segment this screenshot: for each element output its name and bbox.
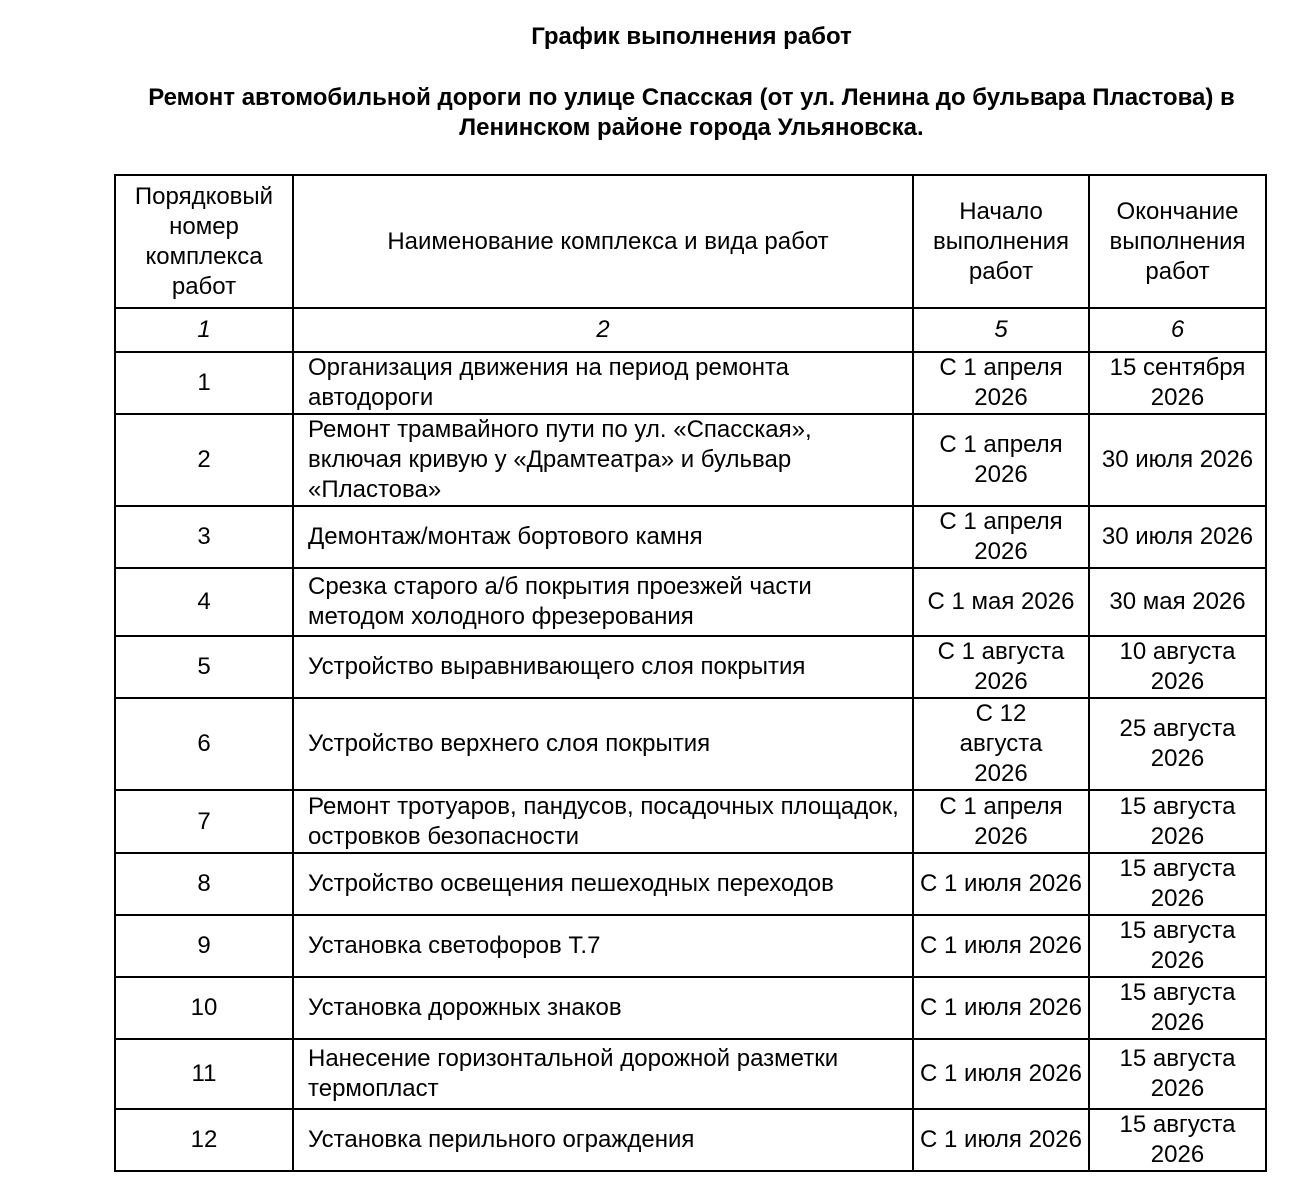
row-work-name: Установка дорожных знаков [293,977,913,1039]
row-work-name: Организация движения на период ремонта автодороги [293,352,913,414]
row-start-date: С 1 июля 2026 [913,1039,1089,1109]
row-start-date: С 1 апреля 2026 [913,506,1089,568]
row-end-date: 30 мая 2026 [1089,568,1266,636]
row-end-date: 30 июля 2026 [1089,414,1266,506]
row-work-name: Установка перильного ограждения [293,1109,913,1171]
table-row [115,636,1266,698]
row-end-date: 15 сентября 2026 [1089,352,1266,414]
row-start-date: С 12 августа 2026 [913,698,1089,790]
row-work-name: Демонтаж/монтаж бортового камня [293,506,913,568]
column-index-start: 5 [913,308,1089,352]
row-start-date: С 1 июля 2026 [913,915,1089,977]
row-end-date: 15 августа 2026 [1089,790,1266,853]
column-index-end: 6 [1089,308,1266,352]
row-end-date: 15 августа 2026 [1089,977,1266,1039]
header-end: Окончание выполнения работ [1089,175,1266,308]
row-end-date: 30 июля 2026 [1089,506,1266,568]
document-subtitle: Ремонт автомобильной дороги по улице Спасская (от ул. Ленина до бульвара Пластова) в Ленинском районе города Ульяновска. [148,84,1235,141]
row-work-name: Нанесение горизонтальной дорожной разметки термопласт [293,1039,913,1109]
table-row [115,790,1266,853]
table-header-row [115,175,1266,308]
header-name: Наименование комплекса и вида работ [293,175,913,308]
table-row [115,506,1266,568]
row-start-date: С 1 апреля 2026 [913,352,1089,414]
row-work-name: Ремонт тротуаров, пандусов, посадочных площадок, островков безопасности [293,790,913,853]
column-index-name: 2 [293,308,913,352]
table-row [115,414,1266,506]
row-work-name: Срезка старого а/б покрытия проезжей части методом холодного фрезерования [293,568,913,636]
row-start-date: С 1 июля 2026 [913,977,1089,1039]
column-index-row [115,308,1266,352]
row-number: 9 [115,915,293,977]
row-end-date: 15 августа 2026 [1089,1039,1266,1109]
work-schedule-table [114,174,1267,1172]
table-row [115,853,1266,915]
row-number: 3 [115,506,293,568]
row-work-name: Устройство выравнивающего слоя покрытия [293,636,913,698]
table-row [115,352,1266,414]
row-number: 11 [115,1039,293,1109]
row-end-date: 15 августа 2026 [1089,915,1266,977]
header-number: Порядковый номер комплекса работ [115,175,293,308]
row-start-date: С 1 июля 2026 [913,1109,1089,1171]
table-row [115,977,1266,1039]
row-work-name: Устройство верхнего слоя покрытия [293,698,913,790]
row-number: 12 [115,1109,293,1171]
table-row [115,698,1266,790]
header-start: Начало выполнения работ [913,175,1089,308]
table-row [115,1109,1266,1171]
row-number: 8 [115,853,293,915]
row-end-date: 10 августа 2026 [1089,636,1266,698]
row-number: 7 [115,790,293,853]
row-start-date: С 1 апреля 2026 [913,790,1089,853]
row-number: 6 [115,698,293,790]
row-number: 4 [115,568,293,636]
row-end-date: 25 августа 2026 [1089,698,1266,790]
row-start-date: С 1 апреля 2026 [913,414,1089,506]
row-start-date: С 1 июля 2026 [913,853,1089,915]
row-work-name: Устройство освещения пешеходных переходов [293,853,913,915]
row-work-name: Ремонт трамвайного пути по ул. «Спасская», включая кривую у «Драмтеатра» и бульвар «Пластова» [293,414,913,506]
row-end-date: 15 августа 2026 [1089,1109,1266,1171]
row-end-date: 15 августа 2026 [1089,853,1266,915]
row-start-date: С 1 мая 2026 [913,568,1089,636]
table-row [115,1039,1266,1109]
document-title: График выполнения работ [531,23,852,50]
row-work-name: Установка светофоров Т.7 [293,915,913,977]
row-start-date: С 1 августа 2026 [913,636,1089,698]
table-row [115,915,1266,977]
row-number: 2 [115,414,293,506]
row-number: 1 [115,352,293,414]
table-row [115,568,1266,636]
row-number: 5 [115,636,293,698]
column-index-number: 1 [115,308,293,352]
row-number: 10 [115,977,293,1039]
